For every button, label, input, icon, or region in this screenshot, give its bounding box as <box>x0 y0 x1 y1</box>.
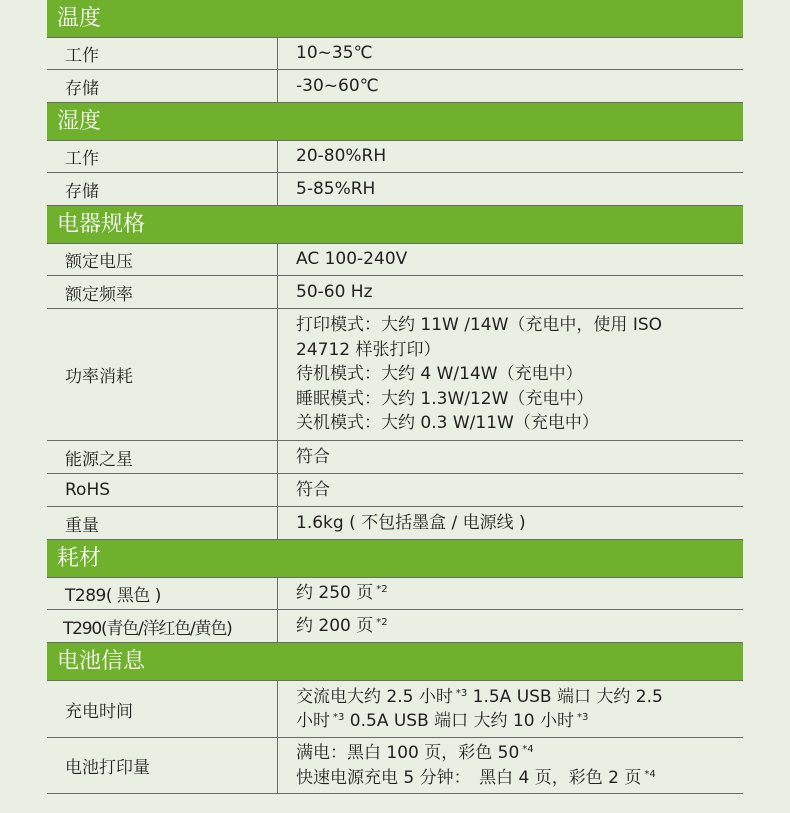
row-value: 符合 <box>296 446 330 467</box>
row-value: 1.6kg ( 不包括墨盒 / 电源线 ) <box>296 512 526 533</box>
section-header-consumables: 耗材 <box>47 540 743 577</box>
row-label: 存储 <box>47 173 278 205</box>
table-row <box>47 610 743 643</box>
value-text: 小时 <box>296 711 330 731</box>
table-row <box>47 276 743 309</box>
row-value: 20-80%RH <box>296 146 387 167</box>
footnote-mark: *4 <box>522 744 534 755</box>
row-label: T290(青色/洋红色/黄色) <box>47 610 278 642</box>
table-row <box>47 309 743 441</box>
value-text: 1.5A USB 端口 大约 2.5 <box>472 686 663 707</box>
table-row <box>47 474 743 507</box>
power-line: 打印模式：大约 11W /14W（充电中，使用 ISO <box>296 315 663 336</box>
value-text: 0.5A USB 端口 大约 10 小时 <box>349 711 574 731</box>
row-value: 50-60 Hz <box>296 281 373 302</box>
power-line: 待机模式：大约 4 W/14W（充电中） <box>296 364 583 385</box>
section-header-battery: 电池信息 <box>47 643 743 680</box>
row-value: 10~35℃ <box>296 43 373 64</box>
section-header-temperature: 温度 <box>47 0 743 37</box>
row-value <box>278 578 743 609</box>
table-row <box>47 37 743 70</box>
row-value: -30~60℃ <box>296 75 379 96</box>
table-row <box>47 507 743 540</box>
value-text: 满电：黑白 100 页，彩色 50 <box>296 743 520 763</box>
row-value-charge <box>278 681 743 737</box>
row-label: T289( 黑色 ) <box>47 578 278 609</box>
section-header-humidity: 湿度 <box>47 103 743 140</box>
row-label: 重量 <box>47 507 278 539</box>
row-label: 电池打印量 <box>47 738 278 793</box>
table-row <box>47 680 743 738</box>
spec-table <box>47 0 743 794</box>
table-row <box>47 173 743 206</box>
row-value-power <box>278 309 743 440</box>
row-label: 额定频率 <box>47 276 278 308</box>
power-line: 24712 样张打印） <box>296 339 441 360</box>
row-label: 工作 <box>47 38 278 69</box>
value-text: 交流电大约 2.5 小时 <box>296 686 453 707</box>
footnote-mark: *2 <box>376 584 388 596</box>
footnote-mark: *4 <box>644 768 656 780</box>
table-row <box>47 441 743 474</box>
footnote-mark: *3 <box>577 712 589 723</box>
row-value <box>278 610 743 642</box>
row-label: 功率消耗 <box>47 309 278 440</box>
value-text: 快速电源充电 5 分钟： 黑白 4 页，彩色 2 页 <box>296 767 642 788</box>
footnote-mark: *3 <box>455 687 468 699</box>
row-label: 额定电压 <box>47 244 278 275</box>
power-line: 关机模式：大约 0.3 W/11W（充电中） <box>296 413 599 434</box>
section-header-electrical: 电器规格 <box>47 206 743 243</box>
value-text: 约 200 页 <box>296 615 374 636</box>
row-label: 存储 <box>47 70 278 102</box>
row-value: AC 100-240V <box>296 249 408 270</box>
power-line: 睡眠模式：大约 1.3W/12W（充电中） <box>296 388 594 409</box>
row-label: RoHS <box>47 474 278 506</box>
row-label: 充电时间 <box>47 681 278 737</box>
row-value-print-volume <box>278 738 743 793</box>
footnote-mark: *3 <box>333 712 345 723</box>
row-value: 5-85%RH <box>296 178 376 199</box>
table-row <box>47 140 743 173</box>
value-text: 约 250 页 <box>296 583 374 604</box>
table-row <box>47 738 743 794</box>
table-row <box>47 243 743 276</box>
row-label: 能源之星 <box>47 441 278 473</box>
table-row <box>47 577 743 610</box>
table-row <box>47 70 743 103</box>
row-value: 符合 <box>296 479 330 500</box>
footnote-mark: *2 <box>376 616 388 628</box>
row-label: 工作 <box>47 141 278 172</box>
